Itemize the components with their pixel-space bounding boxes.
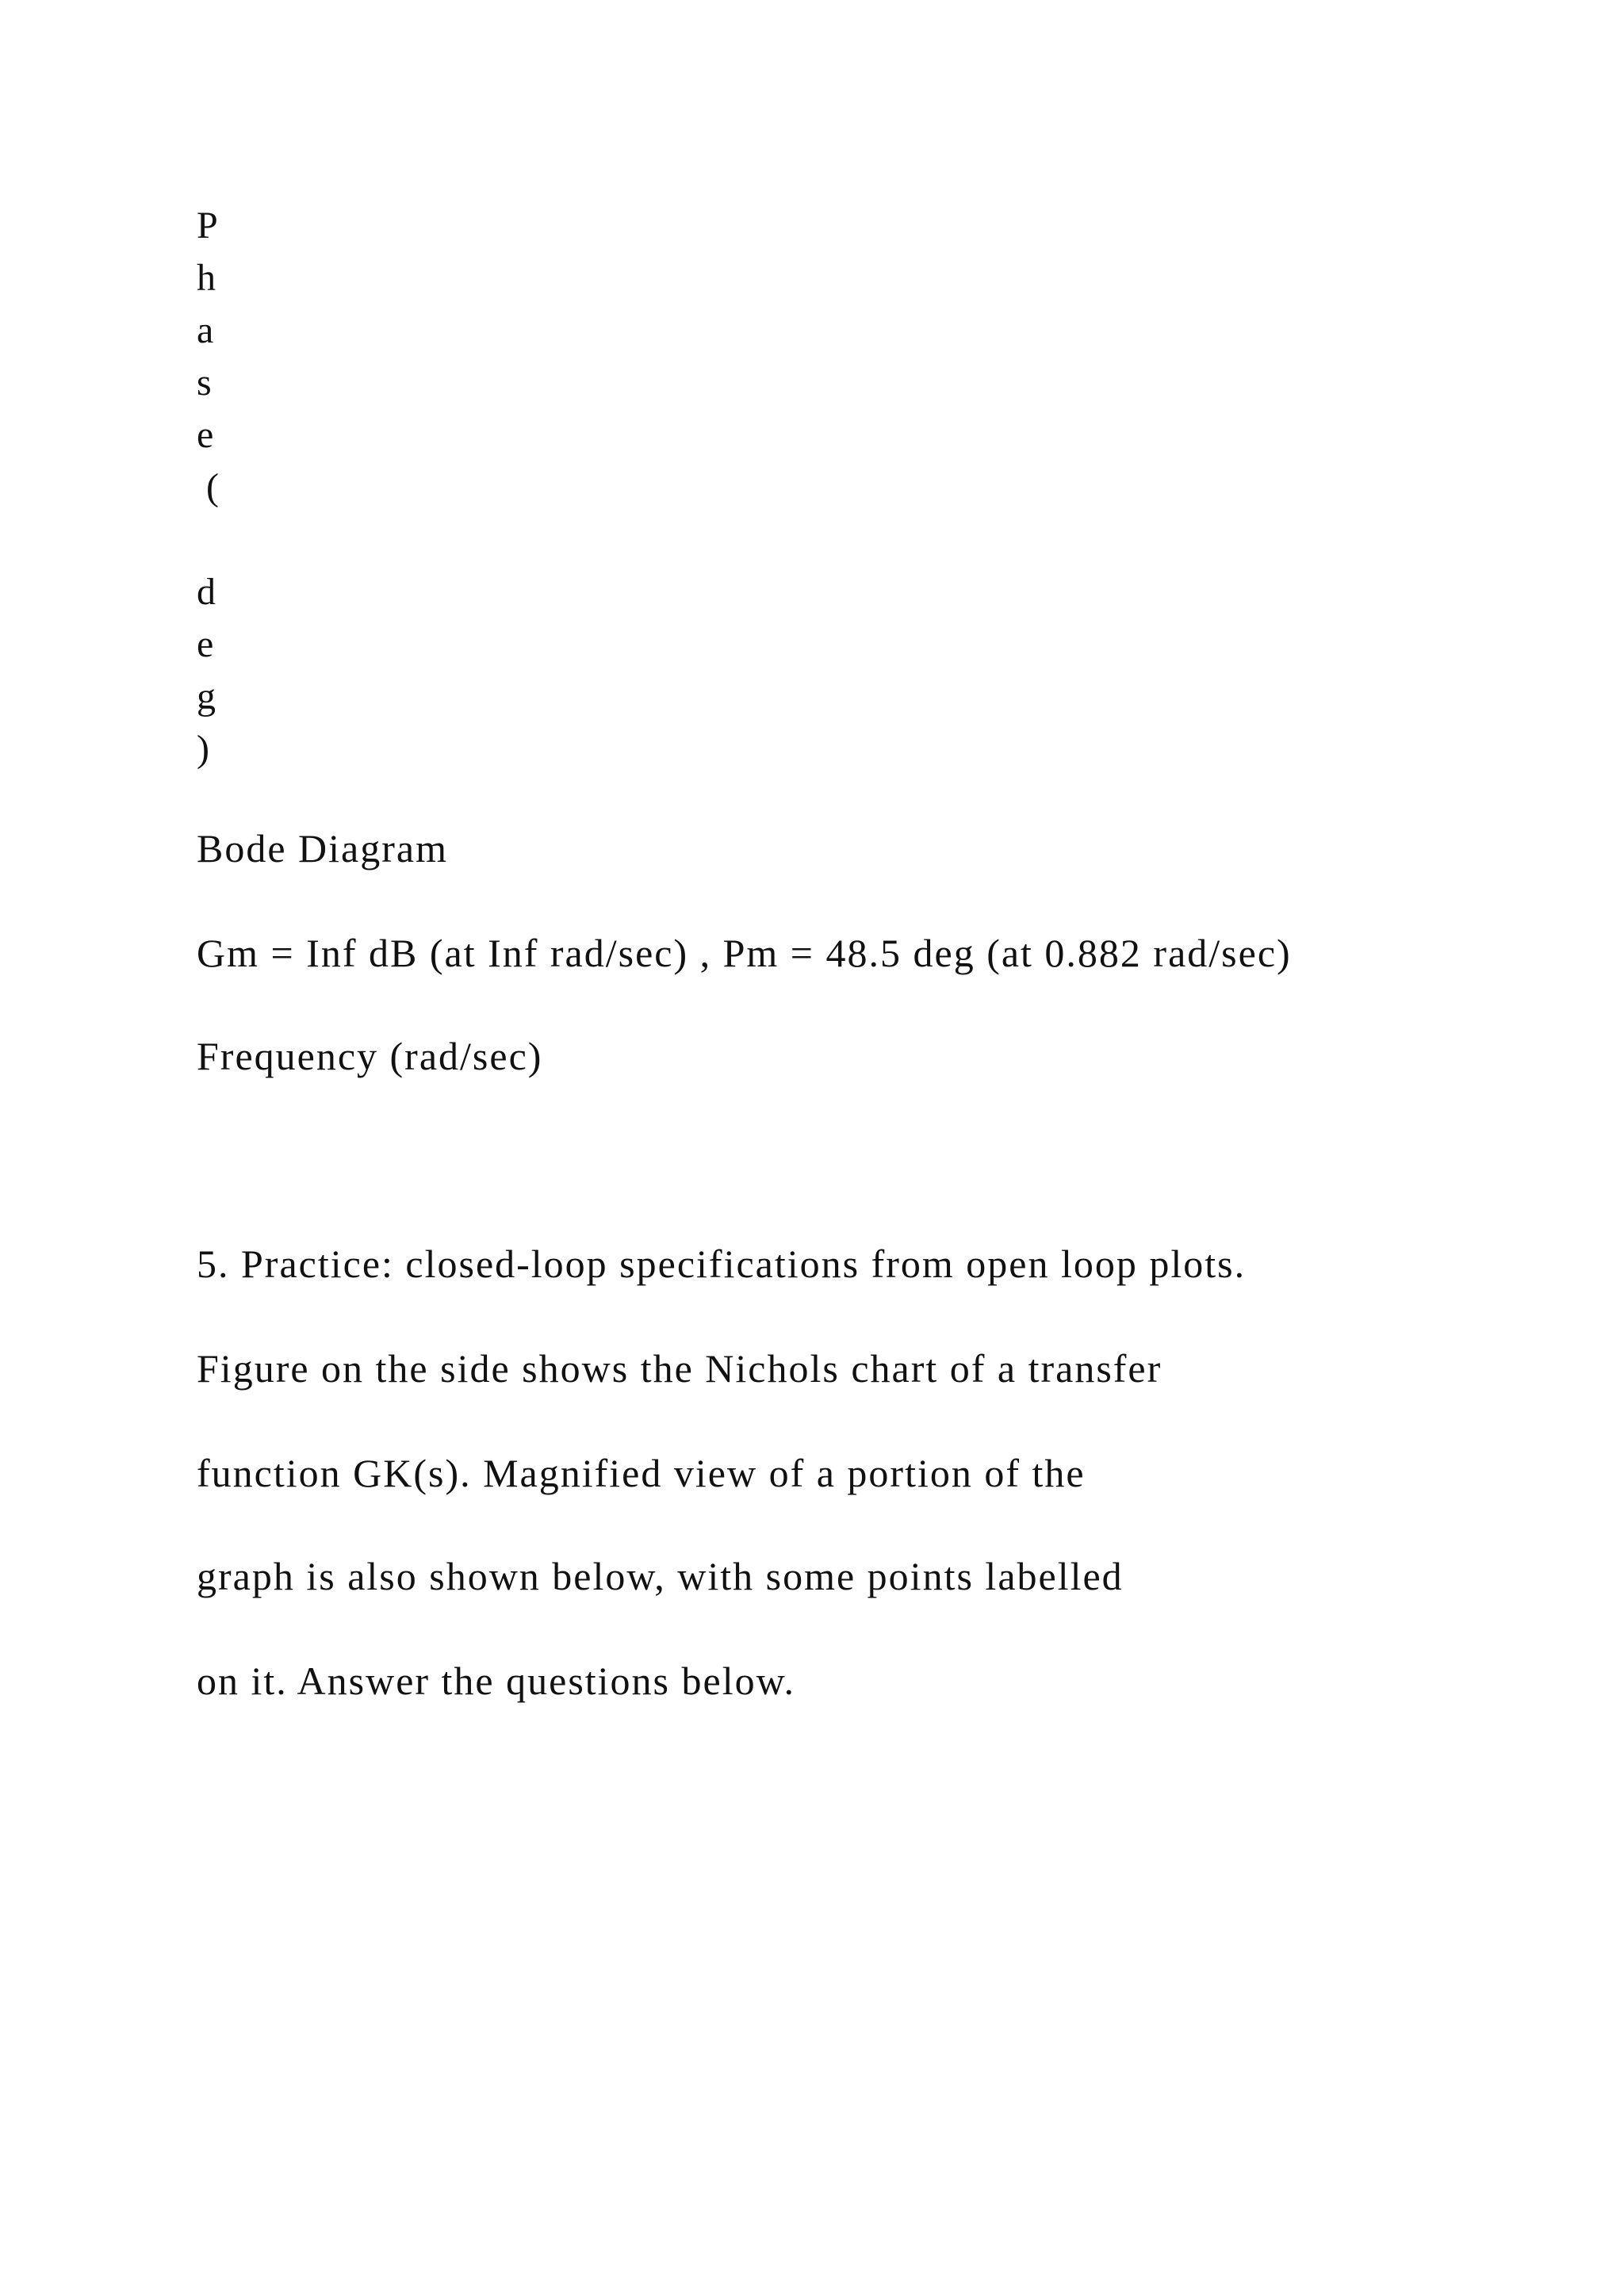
axis-label-char: e	[197, 414, 214, 456]
axis-label-char	[197, 514, 260, 566]
axis-label-char: g	[197, 675, 216, 718]
problem-line: function GK(s). Magnified view of a portion of the	[197, 1451, 1086, 1495]
figure-title: Bode Diagram	[197, 826, 448, 871]
stability-margins: Gm = Inf dB (at Inf rad/sec) , Pm = 48.5 deg (at 0.882 rad/sec)	[197, 931, 1292, 975]
axis-label-char: e	[197, 623, 214, 665]
axis-label-char: P	[197, 205, 218, 247]
phase-axis-label-vertical	[197, 200, 260, 775]
problem-line: graph is also shown below, with some points labelled	[197, 1554, 1124, 1598]
axis-label-char: s	[197, 362, 212, 404]
problem-line: on it. Answer the questions below.	[197, 1659, 795, 1703]
axis-label-char: h	[197, 257, 216, 299]
axis-label-char: )	[197, 728, 209, 770]
problem-line: Figure on the side shows the Nichols chart of a transfer	[197, 1346, 1162, 1391]
problem-line: 5. Practice: closed-loop specifications from open loop plots.	[197, 1242, 1247, 1286]
x-axis-label: Frequency (rad/sec)	[197, 1034, 543, 1078]
axis-label-char: d	[197, 571, 216, 613]
axis-label-char: (	[197, 466, 219, 508]
axis-label-char: a	[197, 309, 214, 351]
